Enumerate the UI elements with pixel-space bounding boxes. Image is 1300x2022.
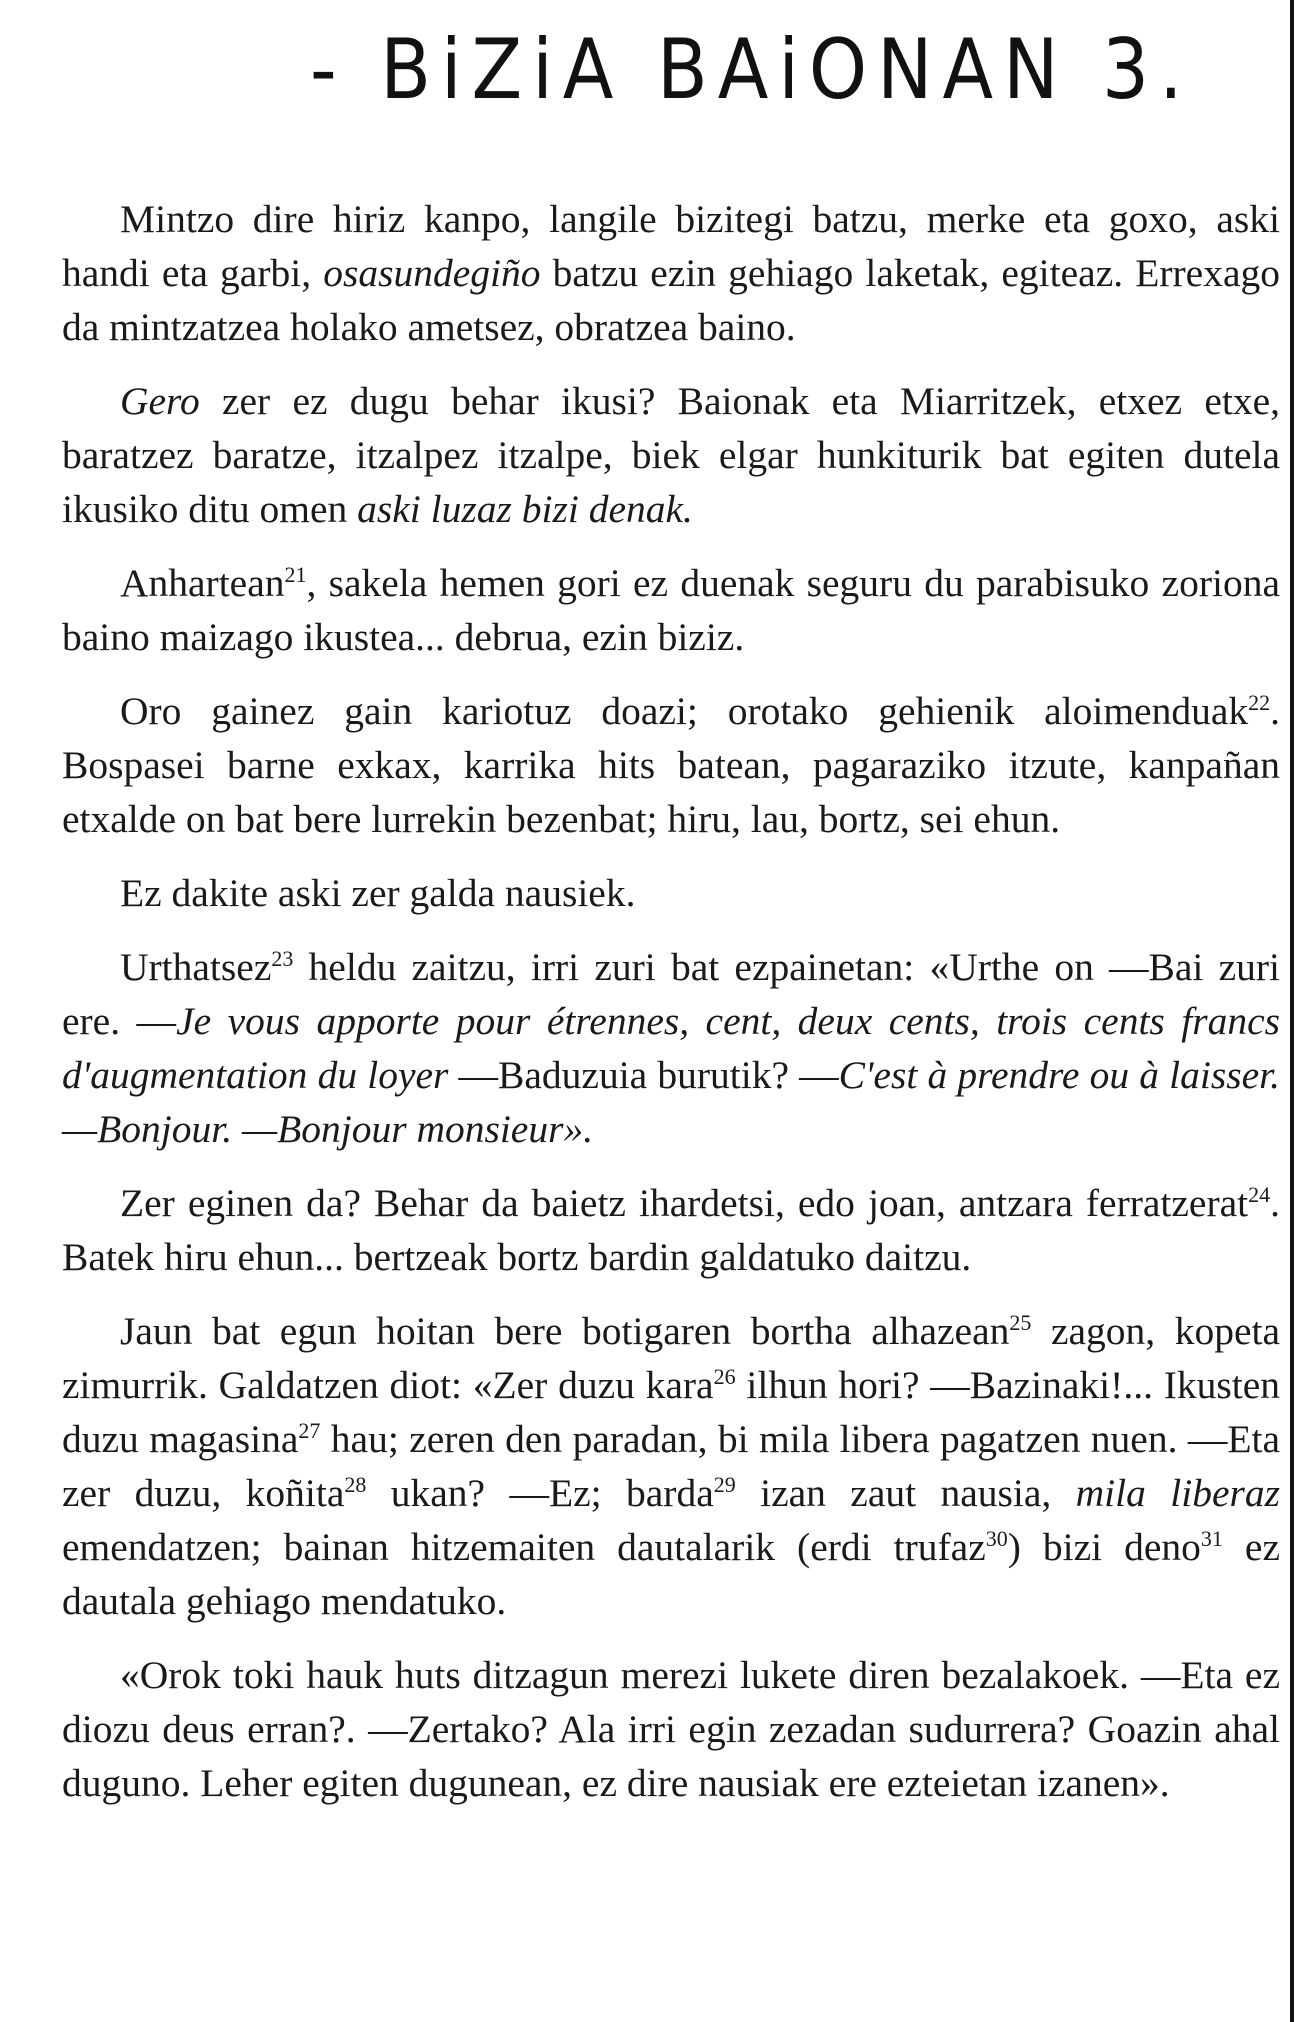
paragraph: Zer eginen da? Behar da baietz ihardetsi, edo joan, antzara ferratzerat$^{24}$. Batek hiru ehun... bertzeak bortz bardin galdatuko daitzu.	[62, 1181, 1280, 1279]
page-edge-rule	[1290, 0, 1294, 2022]
paragraph: Gero zer ez dugu behar ikusi? Baionak eta Miarritzek, etxez etxe, baratzez baratze, itzalpez itzalpe, biek elgar hunkiturik bat egiten dutela ikusiko ditu omen aski luzaz bizi denak.	[62, 379, 1280, 531]
paragraph: «Orok toki hauk huts ditzagun merezi lukete diren bezalakoek. —Eta ez diozu deus erran?. —Zertako? Ala irri egin zezadan sudurrera? Goazin ahal duguno. Leher egiten dugunean, ez dire nausiak ere ezteietan izanen».	[62, 1653, 1280, 1805]
body-text	[62, 192, 1280, 1830]
paragraph: Oro gainez gain kariotuz doazi; orotako gehienik aloimenduak$^{22}$. Bospasei barne exkax, karrika hits batean, pagaraziko itzute, kanpañan etxalde on bat bere lurrekin bezenbat; hiru, lau, bortz, sei ehun.	[62, 689, 1280, 841]
handwritten-title: - BiZiA BAiONAN 3.	[310, 22, 1193, 119]
paragraph: Ez dakite aski zer galda nausiek.	[120, 871, 636, 915]
paragraph: Jaun bat egun hoitan bere botigaren bortha alhazean$^{25}$ zagon, kopeta zimurrik. Galdatzen diot: «Zer duzu kara$^{26}$ ilhun hori? —Bazinaki!... Ikusten duzu magasina$^{27}$ hau; zeren den paradan, bi mila libera pagatzen nuen. —Eta zer duzu, koñita$^{28}$ ukan? —Ez; barda$^{29}$ izan zaut nausia, mila liberaz emendatzen; bainan hitzemaiten dautalarik (erdi trufaz$^{30}$) bizi deno$^{31}$ ez dautala gehiago mendatuko.	[62, 1309, 1280, 1623]
paragraph: Urthatsez$^{23}$ heldu zaitzu, irri zuri bat ezpainetan: «Urthe on —Bai zuri ere. —Je vous apporte pour étrennes, cent, deux cents, trois cents francs d'augmentation du loyer —Baduzuia burutik? —C'est à prendre ou à laisser. —Bonjour. —Bonjour monsieur».	[62, 945, 1281, 1151]
paragraph: Anhartean$^{21}$, sakela hemen gori ez duenak seguru du parabisuko zoriona baino maizago ikustea... debrua, ezin biziz.	[62, 561, 1280, 659]
paragraph: Mintzo dire hiriz kanpo, langile bizitegi batzu, merke eta goxo, aski handi eta garbi, osasundegiño batzu ezin gehiago laketak, egiteaz. Errexago da mintzatzea holako ametsez, obratzea baino.	[62, 197, 1280, 349]
